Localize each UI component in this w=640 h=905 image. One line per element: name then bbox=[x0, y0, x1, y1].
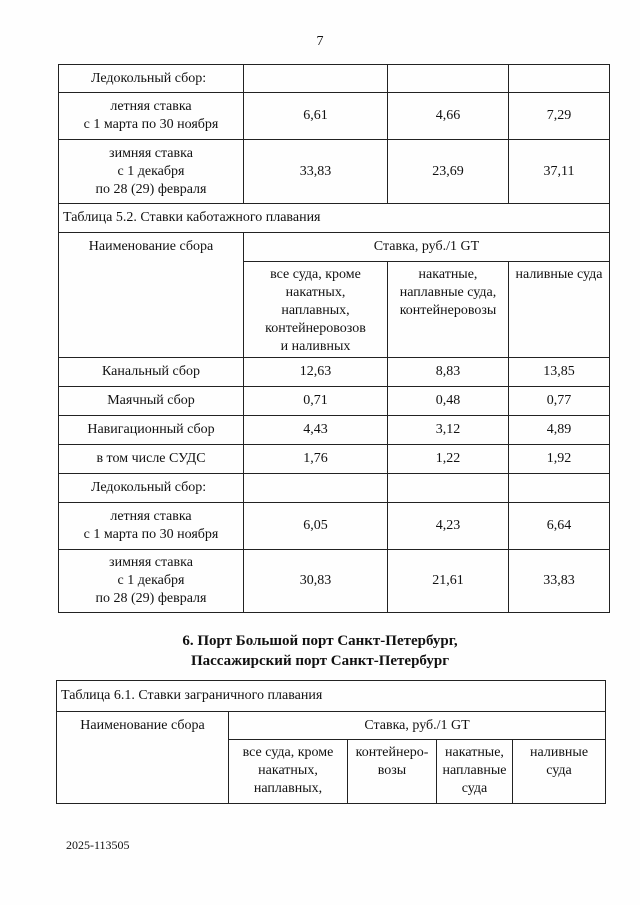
header-sub-col: наливные суда bbox=[509, 262, 610, 358]
row-label: Навигационный сбор bbox=[59, 416, 244, 445]
cell-value: 1,22 bbox=[388, 445, 509, 474]
cell-value: 13,85 bbox=[509, 358, 610, 387]
table-row bbox=[59, 503, 610, 550]
header-sub-col: все суда, кроме накатных, наплавных, bbox=[229, 740, 348, 804]
row-label: Канальный сбор bbox=[59, 358, 244, 387]
cell-value: 33,83 bbox=[244, 140, 388, 204]
table-row bbox=[59, 550, 610, 613]
cell-value: 3,12 bbox=[388, 416, 509, 445]
table-row bbox=[59, 416, 610, 445]
cell-value: 4,89 bbox=[509, 416, 610, 445]
cell-value: 6,64 bbox=[509, 503, 610, 550]
table-caption: Таблица 6.1. Ставки заграничного плавания bbox=[57, 681, 606, 712]
row-label: Маячный сбор bbox=[59, 387, 244, 416]
table-header-row bbox=[57, 712, 606, 740]
table-caption-row bbox=[59, 204, 610, 233]
cell-value: 0,48 bbox=[388, 387, 509, 416]
table-row bbox=[59, 358, 610, 387]
cell-value: 0,71 bbox=[244, 387, 388, 416]
header-sub-col: контейнеро- возы bbox=[348, 740, 437, 804]
row-label: Ледокольный сбор: bbox=[59, 65, 244, 93]
cell-value: 12,63 bbox=[244, 358, 388, 387]
table-row bbox=[59, 140, 610, 204]
cell-value: 23,69 bbox=[388, 140, 509, 204]
page-number: 7 bbox=[316, 34, 324, 49]
header-name-col: Наименование сбора bbox=[57, 712, 229, 804]
header-sub-col: накатные, наплавные суда, контейнеровозы bbox=[388, 262, 509, 358]
cell-value: 7,29 bbox=[509, 93, 610, 140]
table-row bbox=[59, 445, 610, 474]
header-name-col: Наименование сбора bbox=[59, 233, 244, 358]
cell-value: 33,83 bbox=[509, 550, 610, 613]
row-label: зимняя ставка с 1 декабря по 28 (29) февраля bbox=[59, 550, 244, 613]
row-label: в том числе СУДС bbox=[59, 445, 244, 474]
cell-value: 30,83 bbox=[244, 550, 388, 613]
cell-value: 6,05 bbox=[244, 503, 388, 550]
table-row bbox=[59, 387, 610, 416]
header-sub-col: наливные суда bbox=[513, 740, 606, 804]
header-sub-col: накатные, наплавные суда bbox=[437, 740, 513, 804]
table-row bbox=[59, 474, 610, 503]
section-6-title bbox=[0, 631, 640, 671]
table-5-2 bbox=[58, 64, 610, 613]
header-rate-col: Ставка, руб./1 GT bbox=[229, 712, 606, 740]
table-header-row bbox=[59, 233, 610, 262]
row-label: летняя ставка с 1 марта по 30 ноября bbox=[59, 93, 244, 140]
table-row bbox=[59, 93, 610, 140]
header-rate-col: Ставка, руб./1 GT bbox=[244, 233, 610, 262]
row-label: летняя ставка с 1 марта по 30 ноября bbox=[59, 503, 244, 550]
row-label: зимняя ставка с 1 декабря по 28 (29) февраля bbox=[59, 140, 244, 204]
cell-value: 6,61 bbox=[244, 93, 388, 140]
table-caption-row bbox=[57, 681, 606, 712]
table-row bbox=[59, 65, 610, 93]
row-label: Ледокольный сбор: bbox=[59, 474, 244, 503]
header-sub-col: все суда, кроме накатных, наплавных, контейнеровозов и наливных bbox=[244, 262, 388, 358]
cell-value: 1,76 bbox=[244, 445, 388, 474]
cell-value: 0,77 bbox=[509, 387, 610, 416]
section-title-line: 6. Порт Большой порт Санкт-Петербург, bbox=[182, 633, 458, 649]
cell-value: 4,66 bbox=[388, 93, 509, 140]
cell-value: 4,43 bbox=[244, 416, 388, 445]
cell-value: 21,61 bbox=[388, 550, 509, 613]
section-title-line: Пассажирский порт Санкт-Петербург bbox=[190, 653, 450, 669]
cell-value: 1,92 bbox=[509, 445, 610, 474]
table-6-1 bbox=[56, 680, 606, 804]
table-caption: Таблица 5.2. Ставки каботажного плавания bbox=[59, 204, 610, 233]
cell-value: 4,23 bbox=[388, 503, 509, 550]
cell-value: 37,11 bbox=[509, 140, 610, 204]
document-code: 2025-113505 bbox=[66, 838, 130, 852]
cell-value: 8,83 bbox=[388, 358, 509, 387]
